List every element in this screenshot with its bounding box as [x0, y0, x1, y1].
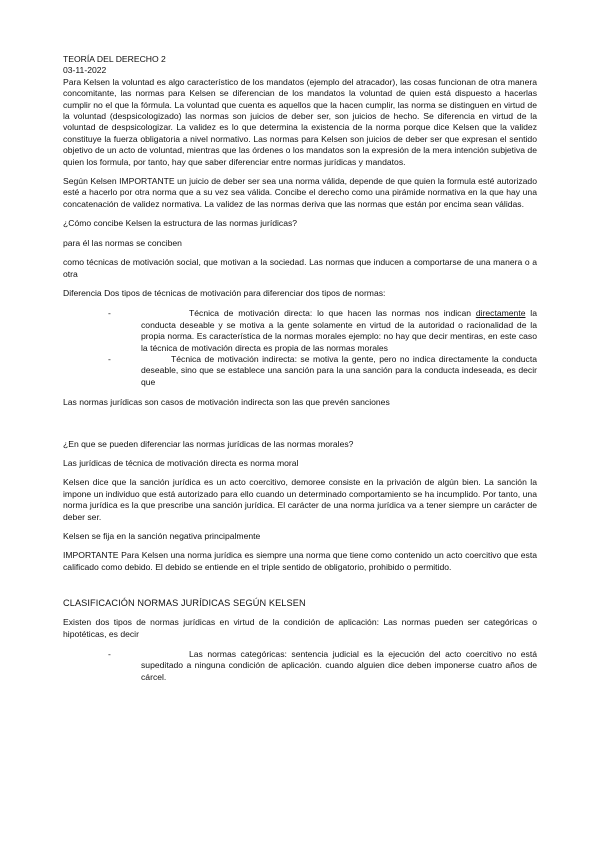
paragraph-motivacion-indirecta: Las normas jurídicas son casos de motivación indirecta son las que prevén sanciones: [63, 397, 390, 408]
document-title: TEORÍA DEL DERECHO 2: [63, 54, 166, 64]
bullet-text-b: la conducta deseable y se motiva a la gente solamente en virtud de la autoridad o racionalidad de la propia norma. Es característica de la normas morales ejemplo: no hay que decir mentiras, en este caso la técnica de motivación directa es propia de las normas morales: [141, 308, 537, 353]
bullet-dash: -: [108, 353, 111, 364]
bullet-dash: -: [108, 308, 111, 319]
list-item-tecnica-indirecta: [108, 354, 537, 388]
question-diferenciar: ¿En que se pueden diferenciar las normas jurídicas de las normas morales?: [63, 438, 354, 449]
paragraph-sancion: Kelsen dice que la sanción jurídica es un acto coercitivo, demoree consiste en la privación de algún bien. La sanción la impone un individuo que está autorizado para ello cuando un determinado comportamiento se ha incumplido. Por tanto, una norma jurídica es la que prescribe una sanción jurídica. El carácter de una norma jurídica va a tener siempre un carácter de deber ser.: [63, 477, 537, 522]
paragraph-importante: IMPORTANTE Para Kelsen una norma jurídica es siempre una norma que tiene como contenido un acto coercitivo que esta calificado como debido. El debido se entiende en el triple sentido de obligatorio, prohibido o permitido.: [63, 550, 537, 572]
paragraph-tecnicas: como técnicas de motivación social, que motivan a la sociedad. Las normas que inducen a comportarse de una manera o a otra: [63, 257, 537, 279]
bullet-text: Las normas categóricas: sentencia judicial es la ejecución del acto coercitivo no está supeditado a ninguna condición de aplicación. cuando alguien dice deben imponerse cuatro años de cárcel.: [141, 649, 537, 682]
paragraph-validez: Según Kelsen IMPORTANTE un juicio de deber ser sea una norma válida, depende de que quien la formula esté autorizado esté a hacerlo por otra norma que a su vez sea válida. Concibe el derecho como una pirámide normativa en la que hay una concatenación de validez normativa. La validez de las normas deriva que las normas que están por encima sean válidas.: [63, 176, 537, 209]
question-estructura: ¿Cómo concibe Kelsen la estructura de las normas jurídicas?: [63, 218, 298, 229]
paragraph-diferencia: Diferencia Dos tipos de técnicas de motivación para diferenciar dos tipos de normas:: [63, 287, 386, 298]
paragraph-sancion-negativa: Kelsen se fija en la sanción negativa principalmente: [63, 531, 261, 541]
paragraph-kelsen-voluntad: Para Kelsen la voluntad es algo característico de los mandatos (ejemplo del atracador), las cosas funcionan de otra manera concomitante, las normas para Kelsen se diferencian de los mandatos la voluntad de quien está dispuesto a hacerlas cumplir no el que la fórmula. La voluntad que cuenta es aquellos que la hacen cumplir, las norma se distinguen en virtud de la voluntad (despsicologizado) las normas son juicios de deber ser, son juicios de hecho. Se diferencia en virtud de la voluntad de despsicologizar. La validez es lo que determina la existencia de la norma porque dice Kelsen que la validez constituye la fuerza obligatoria a nivel normativo. Las normas para Kelsen son juicios de deber ser que expresan el sentido objetivo de un acto de voluntad, mientras que las órdenes o los mandatos son la expresión de la mera intención subjetiva de quien los formula, por tanto, hay que saber diferenciar entre normas jurídicas y mandatos.: [63, 76, 537, 167]
paragraph-conciben: para él las normas se conciben: [63, 237, 182, 248]
bullet-dash: -: [108, 649, 111, 660]
document-date: 03-11-2022: [63, 65, 107, 76]
bullet-text-a: Técnica de motivación directa: lo que hacen las normas nos indican: [189, 308, 472, 319]
underlined-word: directamente: [475, 308, 526, 319]
list-item-categoricas: [108, 649, 537, 683]
section-heading-clasificacion: CLASIFICACIÓN NORMAS JURÍDICAS SEGÚN KELSEN: [63, 598, 306, 609]
paragraph-juridicas: Las jurídicas de técnica de motivación directa es norma moral: [63, 457, 299, 468]
list-item-tecnica-directa: [108, 308, 537, 354]
paragraph-tipos: Existen dos tipos de normas jurídicas en virtud de la condición de aplicación: Las normas pueden ser categóricas o hipotéticas, es decir: [63, 617, 537, 639]
bullet-text: Técnica de motivación indirecta: se motiva la gente, pero no indica directamente la conducta deseable, sino que se establece una sanción para la una sanción para la conducta indeseada, es decir que: [141, 353, 537, 387]
